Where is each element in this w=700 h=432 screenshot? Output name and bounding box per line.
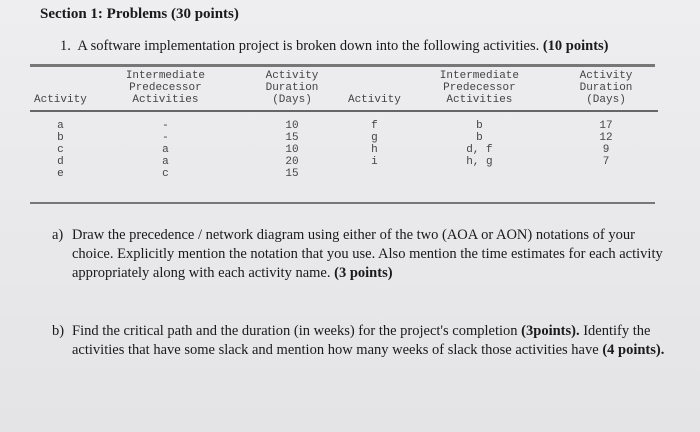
column-header: Activity Duration (Days) [554,70,658,111]
column-header: Intermediate Predecessor Activities [405,70,554,111]
table-row [30,132,658,144]
column-header: Activity [30,70,91,111]
table-top-rule [30,64,655,67]
table-cell: 10 [285,144,299,156]
part-a: a) Draw the precedence / network diagram using either of the two (AOA or AON) notations of your choice. Explicitly mention the notation that you use. Also mention the time estimates for each activity appropriately along with each activity name. (3 points) [52,227,663,281]
table-cell: d, f [466,144,493,156]
table-row [30,168,658,180]
table-cell: 9 [602,144,610,156]
table-cell [405,168,554,180]
table-cell: - [162,132,169,144]
table-cell: 15 [285,132,299,144]
table-cell: 15 [285,168,299,180]
table-cell: 17 [599,120,613,132]
table-cell: 7 [602,156,610,168]
table-cell: i [371,156,378,168]
table-cell: h [371,144,378,156]
table-cell [344,168,405,180]
table-cell: e [57,168,64,180]
table-cell: a [162,156,169,168]
table-cell: a [57,120,64,132]
table-cell: h, g [466,156,493,168]
table-bottom-rule [30,202,655,204]
activities-table [30,70,658,180]
table-cell: f [371,120,378,132]
table-cell: c [162,168,169,180]
table-cell: b [476,132,483,144]
table-cell: - [162,120,169,132]
table-cell: a [162,144,169,156]
table-cell: c [57,144,64,156]
column-header: Activity [344,70,405,111]
table-row [30,111,658,132]
column-header: Activity Duration (Days) [240,70,344,111]
table-cell [554,168,658,180]
table-cell: b [476,120,483,132]
table-row [30,156,658,168]
table-cell: b [57,132,64,144]
table-cell: 20 [285,156,299,168]
table-cell: 12 [599,132,613,144]
table-row [30,144,658,156]
question-1: 1. A software implementation project is broken down into the following activities. (10 points) [60,38,609,54]
table-cell: g [371,132,378,144]
table-cell: d [57,156,64,168]
part-b: b) Find the critical path and the duration (in weeks) for the project's completion (3points). Identify the activities that have some slack and mention how many weeks of slack those activities have (4 points). [52,323,665,358]
table-cell: 10 [285,120,299,132]
section-title: Section 1: Problems (30 points) [40,6,239,22]
column-header: Intermediate Predecessor Activities [91,70,240,111]
